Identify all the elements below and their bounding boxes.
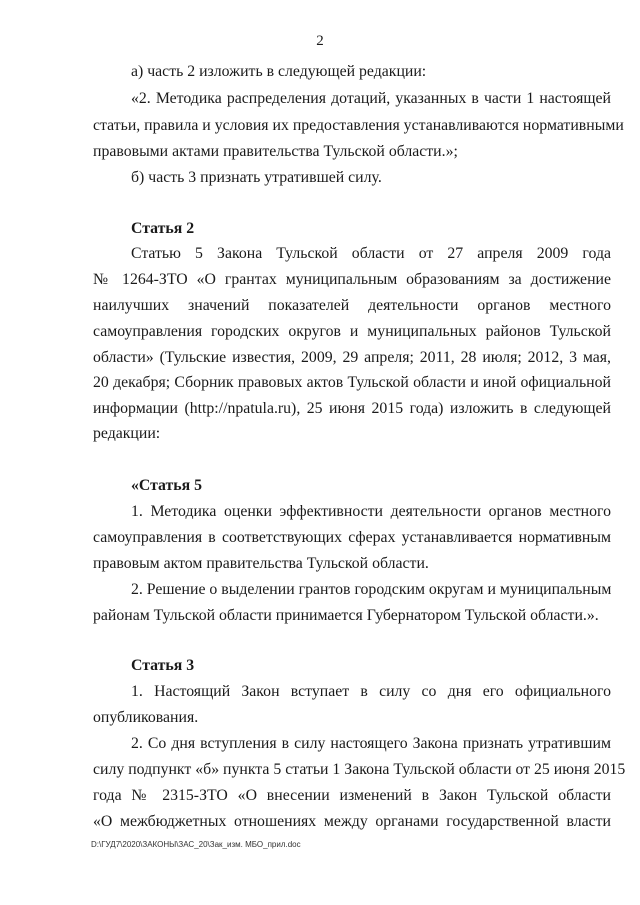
- text-line: 1. Методика оценки эффективности деятельности органов местного: [131, 503, 611, 520]
- text-line: опубликования.: [93, 709, 199, 726]
- text-line: наилучших значений показателей деятельности органов местного: [93, 297, 611, 314]
- text-line: правовым актом правительства Тульской области.: [93, 555, 429, 572]
- page-number: 2: [316, 33, 324, 49]
- section-heading: «Статья 5: [131, 477, 203, 494]
- text-line: области» (Тульские известия, 2009, 29 апреля; 2011, 28 июля; 2012, 3 мая,: [93, 349, 611, 366]
- text-line: б) часть 3 признать утратившей силу.: [131, 169, 382, 186]
- text-line: «О межбюджетных отношениях между органами государственной власти: [93, 813, 611, 830]
- text-line: районам Тульской области принимается Губернатором Тульской области.».: [93, 607, 599, 624]
- text-line: силу подпункт «б» пункта 5 статьи 1 Закона Тульской области от 25 июня 2015: [93, 761, 626, 778]
- text-line: 2. Решение о выделении грантов городским округам и муниципальным: [131, 581, 612, 598]
- text-line: 1. Настоящий Закон вступает в силу со дня его официального: [131, 683, 611, 700]
- section-heading: Статья 2: [131, 220, 195, 237]
- section-heading: Статья 3: [131, 657, 195, 674]
- text-line: года № 2315-ЗТО «О внесении изменений в Закон Тульской области: [93, 787, 611, 804]
- text-line: а) часть 2 изложить в следующей редакции:: [131, 63, 427, 80]
- text-line: правовыми актами правительства Тульской области.»;: [93, 143, 458, 160]
- text-line: «2. Методика распределения дотаций, указанных в части 1 настоящей: [131, 90, 611, 107]
- text-line: самоуправления городских округов и муниципальных районов Тульской: [93, 323, 611, 340]
- text-line: самоуправления в соответствующих сферах устанавливается нормативным: [93, 529, 611, 546]
- file-path-footer: D:\ГУД7\2020\ЗАКОНЫ\ЗАС_20\Зак_изм. МБО_прил.doc: [91, 840, 301, 849]
- text-line: статьи, правила и условия их предоставления устанавливаются нормативными: [93, 117, 624, 134]
- text-line: 2. Со дня вступления в силу настоящего Закона признать утратившим: [131, 735, 611, 752]
- text-line: редакции:: [93, 425, 161, 442]
- text-line: 20 декабря; Сборник правовых актов Тульской области и иной официальной: [93, 374, 611, 391]
- text-line: Статью 5 Закона Тульской области от 27 апреля 2009 года: [131, 245, 611, 262]
- text-line: № 1264-ЗТО «О грантах муниципальным образованиям за достижение: [93, 271, 611, 288]
- text-line: информации (http://npatula.ru), 25 июня 2015 года) изложить в следующей: [93, 400, 611, 417]
